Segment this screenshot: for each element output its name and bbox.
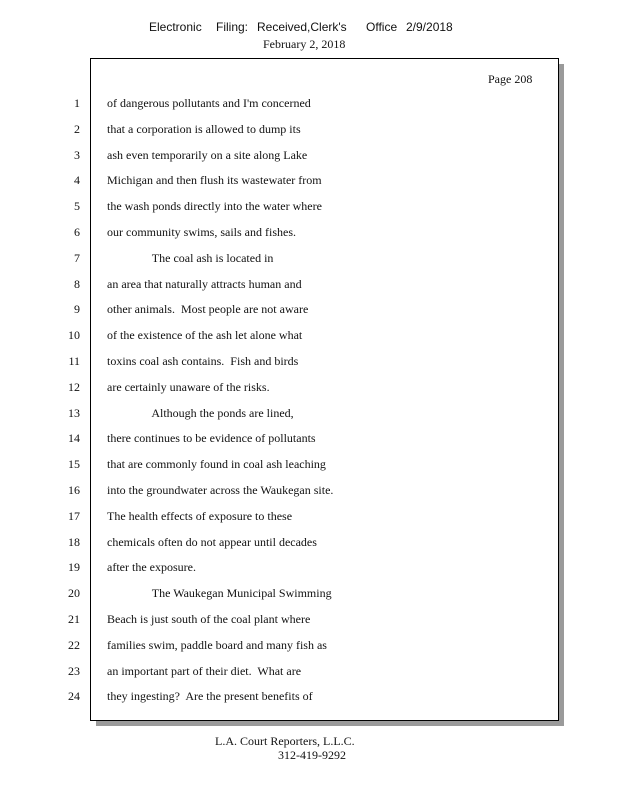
filing-stamp-office: Office — [366, 20, 398, 34]
line-text: Beach is just south of the coal plant where — [107, 612, 311, 626]
line-number: 15 — [68, 457, 80, 472]
transcript-line — [0, 380, 618, 396]
line-number: 8 — [74, 276, 80, 291]
transcript-line — [0, 328, 618, 344]
transcript-line — [0, 509, 618, 525]
transcript-line — [0, 173, 618, 189]
line-text: toxins coal ash contains. Fish and birds — [107, 354, 299, 368]
line-text: that are commonly found in coal ash leaching — [107, 457, 326, 472]
line-number: 21 — [68, 612, 80, 626]
line-number: 13 — [68, 405, 80, 420]
line-text: families swim, paddle board and many fish as — [107, 637, 327, 652]
line-text: into the groundwater across the Waukegan site. — [107, 483, 334, 497]
line-text: there continues to be evidence of pollutants — [107, 431, 316, 446]
transcript-line — [0, 251, 618, 267]
line-text: they ingesting? Are the present benefits of — [107, 689, 313, 704]
transcript-line — [0, 586, 618, 602]
filing-stamp-filing: Filing: — [216, 20, 249, 34]
transcript-line — [0, 122, 618, 138]
line-text: Although the ponds are lined, — [107, 405, 294, 420]
line-number: 22 — [68, 637, 80, 652]
line-text: after the exposure. — [107, 560, 196, 575]
transcript-line — [0, 612, 618, 628]
transcript-line — [0, 354, 618, 370]
line-number: 7 — [74, 250, 80, 265]
line-number: 9 — [74, 302, 80, 317]
transcript-line — [0, 689, 618, 705]
page-number: Page 208 — [488, 72, 533, 86]
transcript-date: February 2, 2018 — [263, 37, 346, 51]
line-text: an important part of their diet. What are — [107, 663, 302, 678]
line-number: 12 — [68, 379, 80, 394]
transcript-line — [0, 664, 618, 680]
line-number: 14 — [68, 431, 80, 446]
transcript-line — [0, 406, 618, 422]
transcript-line — [0, 277, 618, 293]
line-text: of dangerous pollutants and I'm concerned — [107, 96, 311, 110]
line-number: 11 — [68, 354, 80, 368]
line-text: that a corporation is allowed to dump its — [107, 121, 301, 136]
transcript-line — [0, 638, 618, 654]
line-number: 23 — [68, 663, 80, 678]
line-number: 2 — [74, 121, 80, 136]
line-text: an area that naturally attracts human and — [107, 276, 302, 291]
footer-company: L.A. Court Reporters, L.L.C. — [215, 734, 355, 748]
line-number: 3 — [74, 147, 80, 162]
line-number: 5 — [74, 199, 80, 214]
line-number: 20 — [68, 586, 80, 601]
transcript-line — [0, 302, 618, 318]
line-number: 10 — [68, 328, 80, 343]
filing-stamp-received: Received,Clerk's — [257, 20, 347, 34]
transcript-line — [0, 560, 618, 576]
line-text: The coal ash is located in — [107, 250, 274, 265]
transcript-line — [0, 535, 618, 551]
line-number: 24 — [68, 689, 80, 704]
line-number: 18 — [68, 534, 80, 549]
line-text: The health effects of exposure to these — [107, 508, 293, 523]
transcript-line — [0, 431, 618, 447]
line-number: 16 — [68, 483, 80, 497]
line-number: 6 — [74, 225, 80, 239]
line-text: are certainly unaware of the risks. — [107, 379, 270, 394]
filing-stamp-date: 2/9/2018 — [406, 20, 453, 34]
line-text: The Waukegan Municipal Swimming — [107, 586, 332, 601]
transcript-line — [0, 457, 618, 473]
line-text: chemicals often do not appear until decades — [107, 534, 317, 549]
transcript-line — [0, 483, 618, 499]
line-number: 19 — [68, 560, 80, 575]
line-text: other animals. Most people are not aware — [107, 302, 309, 317]
line-text: Michigan and then flush its wastewater from — [107, 173, 322, 188]
line-number: 17 — [68, 508, 80, 523]
transcript-line — [0, 148, 618, 164]
filing-stamp-electronic: Electronic — [149, 20, 202, 34]
transcript-line — [0, 225, 618, 241]
transcript-line — [0, 199, 618, 215]
line-text: our community swims, sails and fishes. — [107, 225, 296, 239]
line-text: of the existence of the ash let alone what — [107, 328, 303, 343]
footer-phone: 312-419-9292 — [278, 748, 346, 762]
line-number: 1 — [74, 96, 80, 110]
line-number: 4 — [74, 173, 80, 188]
line-text: ash even temporarily on a site along Lake — [107, 147, 308, 162]
line-text: the wash ponds directly into the water where — [107, 199, 322, 214]
transcript-line — [0, 96, 618, 112]
